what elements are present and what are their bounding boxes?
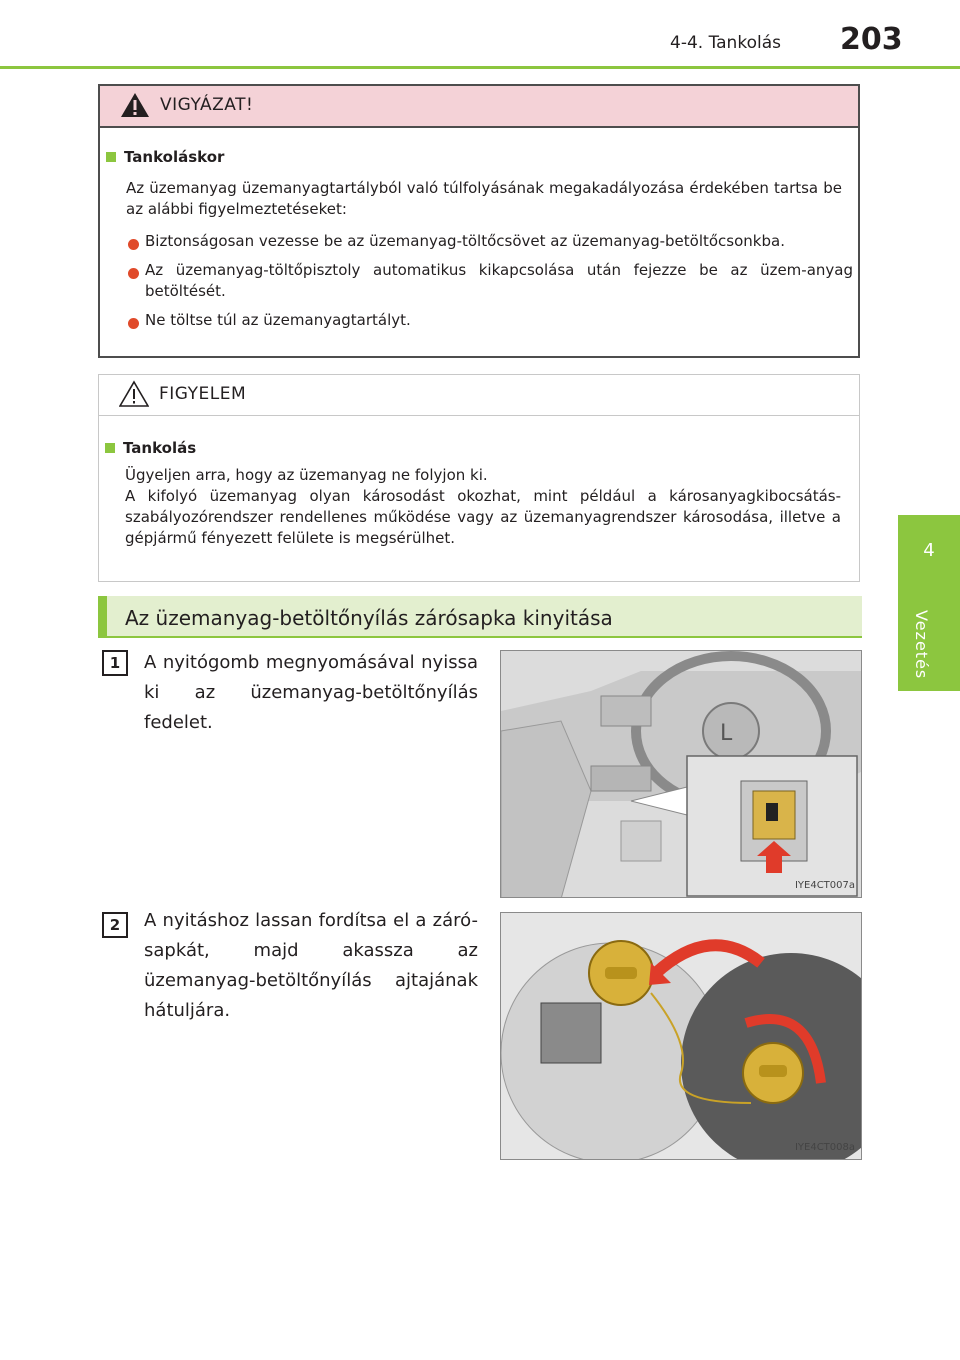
running-header-section: 4-4. Tankolás bbox=[670, 33, 781, 53]
chapter-number: 4 bbox=[923, 540, 935, 561]
caution-intro: Az üzemanyag üzemanyagtartályból való túlfolyásának megakadályozása érdekében tartsa be az alábbi figyelmeztetéseket: bbox=[126, 179, 842, 218]
step-number: 2 bbox=[102, 912, 128, 938]
bullet-dot-icon bbox=[128, 318, 139, 329]
caution-header bbox=[100, 86, 858, 128]
page-number: 203 bbox=[840, 22, 903, 57]
figure-fuel-cap bbox=[500, 912, 862, 1160]
notice-subtitle: Tankolás bbox=[105, 439, 196, 457]
section-title: Az üzemanyag-betöltőnyílás zárósapka kinyitása bbox=[125, 606, 613, 630]
chapter-name: Vezetés bbox=[912, 610, 931, 680]
notice-header bbox=[99, 375, 859, 416]
section-rule bbox=[98, 636, 862, 638]
bullet-dot-icon bbox=[128, 268, 139, 279]
notice-title: FIGYELEM bbox=[159, 384, 247, 404]
figure-code: IYE4CT007a bbox=[794, 880, 855, 891]
bullet-dot-icon bbox=[128, 239, 139, 250]
figure-fuel-door-opener bbox=[500, 650, 862, 898]
header-rule bbox=[0, 66, 960, 69]
svg-text:L: L bbox=[720, 721, 733, 746]
notice-line-2: A kifolyó üzemanyag olyan károsodást okozhat, mint például a károsanyagkibocsátás-szabályozórendszer rendellenes működése vagy az üzemanyagrendszer károsodása, illetve a gépjármű fényezett felülete is megsérülhet. bbox=[125, 487, 841, 547]
step-text: A nyitáshoz lassan fordítsa el a záró-sapkát, majd akassza az üzemanyag-betöltőnyílás ajtajának hátuljára. bbox=[144, 910, 478, 1021]
caution-bullet: Biztonságosan vezesse be az üzemanyag-töltőcsövet az üzemanyag-betöltőcsonkba. bbox=[145, 232, 785, 250]
notice-box bbox=[98, 374, 860, 582]
caution-title: VIGYÁZAT! bbox=[160, 95, 254, 115]
green-square-icon bbox=[105, 443, 115, 453]
step-text: A nyitógomb megnyomásával nyissa ki az üzemanyag-betöltőnyílás fedelet. bbox=[144, 652, 478, 733]
green-square-icon bbox=[106, 152, 116, 162]
dashboard-illustration bbox=[501, 651, 862, 898]
warning-outline-icon bbox=[119, 380, 149, 408]
figure-code: IYE4CT008a bbox=[794, 1142, 855, 1153]
caution-bullet: Az üzemanyag-töltőpisztoly automatikus kikapcsolása után fejezze be az üzem-anyag betöltését. bbox=[145, 261, 853, 300]
caution-bullet: Ne töltse túl az üzemanyagtartályt. bbox=[145, 311, 411, 329]
fuel-cap-illustration bbox=[501, 913, 862, 1160]
caution-subtitle: Tankoláskor bbox=[106, 148, 224, 166]
section-heading bbox=[98, 596, 862, 638]
caution-box bbox=[98, 84, 860, 358]
notice-line-1: Ügyeljen arra, hogy az üzemanyag ne folyjon ki. bbox=[125, 466, 488, 484]
warning-filled-icon bbox=[120, 91, 150, 119]
step-number: 1 bbox=[102, 650, 128, 676]
